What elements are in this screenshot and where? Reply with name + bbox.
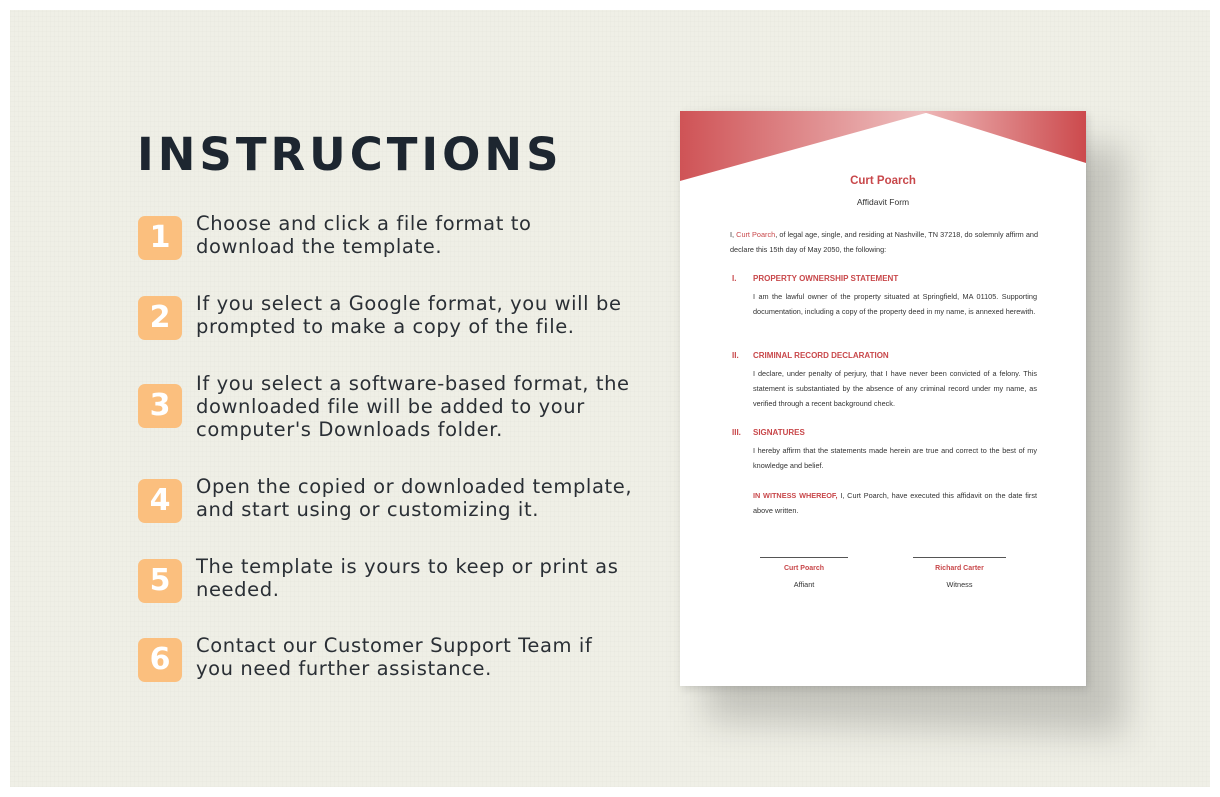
step-text: If you select a software-based format, the downloaded file will be added to your computer's Downloads folder. <box>196 372 630 441</box>
intro-paragraph <box>730 227 1038 257</box>
step-number-badge: 1 <box>138 216 182 260</box>
step-text: Contact our Customer Support Team if you need further assistance. <box>196 634 593 680</box>
step-number-badge: 3 <box>138 384 182 428</box>
step-number-badge: 5 <box>138 559 182 603</box>
step-number-badge: 2 <box>138 296 182 340</box>
section-heading: SIGNATURES <box>753 428 805 437</box>
witness-rest: I, Curt Poarch, have executed this affidavit on the date first above written. <box>753 491 1038 515</box>
step-text: Open the copied or downloaded template, and start using or customizing it. <box>196 475 633 521</box>
signatory-role: Witness <box>946 580 973 589</box>
section-body: I declare, under penalty of perjury, that I have never been convicted of a felony. This statement is substantiated by the absence of any criminal record under my name, as verified through a recent background check. <box>753 369 1037 408</box>
step-number-badge: 4 <box>138 479 182 523</box>
section-heading: PROPERTY OWNERSHIP STATEMENT <box>753 274 899 283</box>
intro-rest: , of legal age, single, and residing at Nashville, TN 37218, do solemnly affirm and declare this 15th day of May 2050, the following: <box>730 230 1038 254</box>
canvas <box>10 10 1210 787</box>
section-number: I. <box>732 274 737 283</box>
section-body: I hereby affirm that the statements made herein are true and correct to the best of my knowledge and belief. <box>753 446 1037 470</box>
section-number: II. <box>732 351 739 360</box>
section-heading: CRIMINAL RECORD DECLARATION <box>753 351 889 360</box>
witness-paragraph <box>753 488 1037 518</box>
affidavit-document-preview <box>680 111 1086 686</box>
signatory-name: Curt Poarch <box>783 565 825 572</box>
signature-line <box>760 557 848 558</box>
intro-name: Curt Poarch <box>736 230 776 239</box>
signature-line <box>913 557 1006 558</box>
signatory-name: Richard Carter <box>935 565 984 572</box>
signatory-role: Affiant <box>793 580 815 589</box>
section-body: I am the lawful owner of the property situated at Springfield, MA 01105. Supporting documentation, including a copy of the property deed in my name, is annexed herewith. <box>753 292 1037 316</box>
page-title: INSTRUCTIONS <box>137 128 563 181</box>
step-text: Choose and click a file format to download the template. <box>196 212 532 258</box>
step-text: If you select a Google format, you will be prompted to make a copy of the file. <box>196 292 622 338</box>
step-number-badge: 6 <box>138 638 182 682</box>
document-name: Curt Poarch <box>850 175 916 187</box>
document-form-title: Affidavit Form <box>856 197 910 207</box>
witness-lead: IN WITNESS WHEREOF, <box>753 491 838 500</box>
step-text: The template is yours to keep or print as needed. <box>196 555 619 601</box>
section-number: III. <box>732 428 741 437</box>
intro-prefix: I, <box>730 230 737 239</box>
